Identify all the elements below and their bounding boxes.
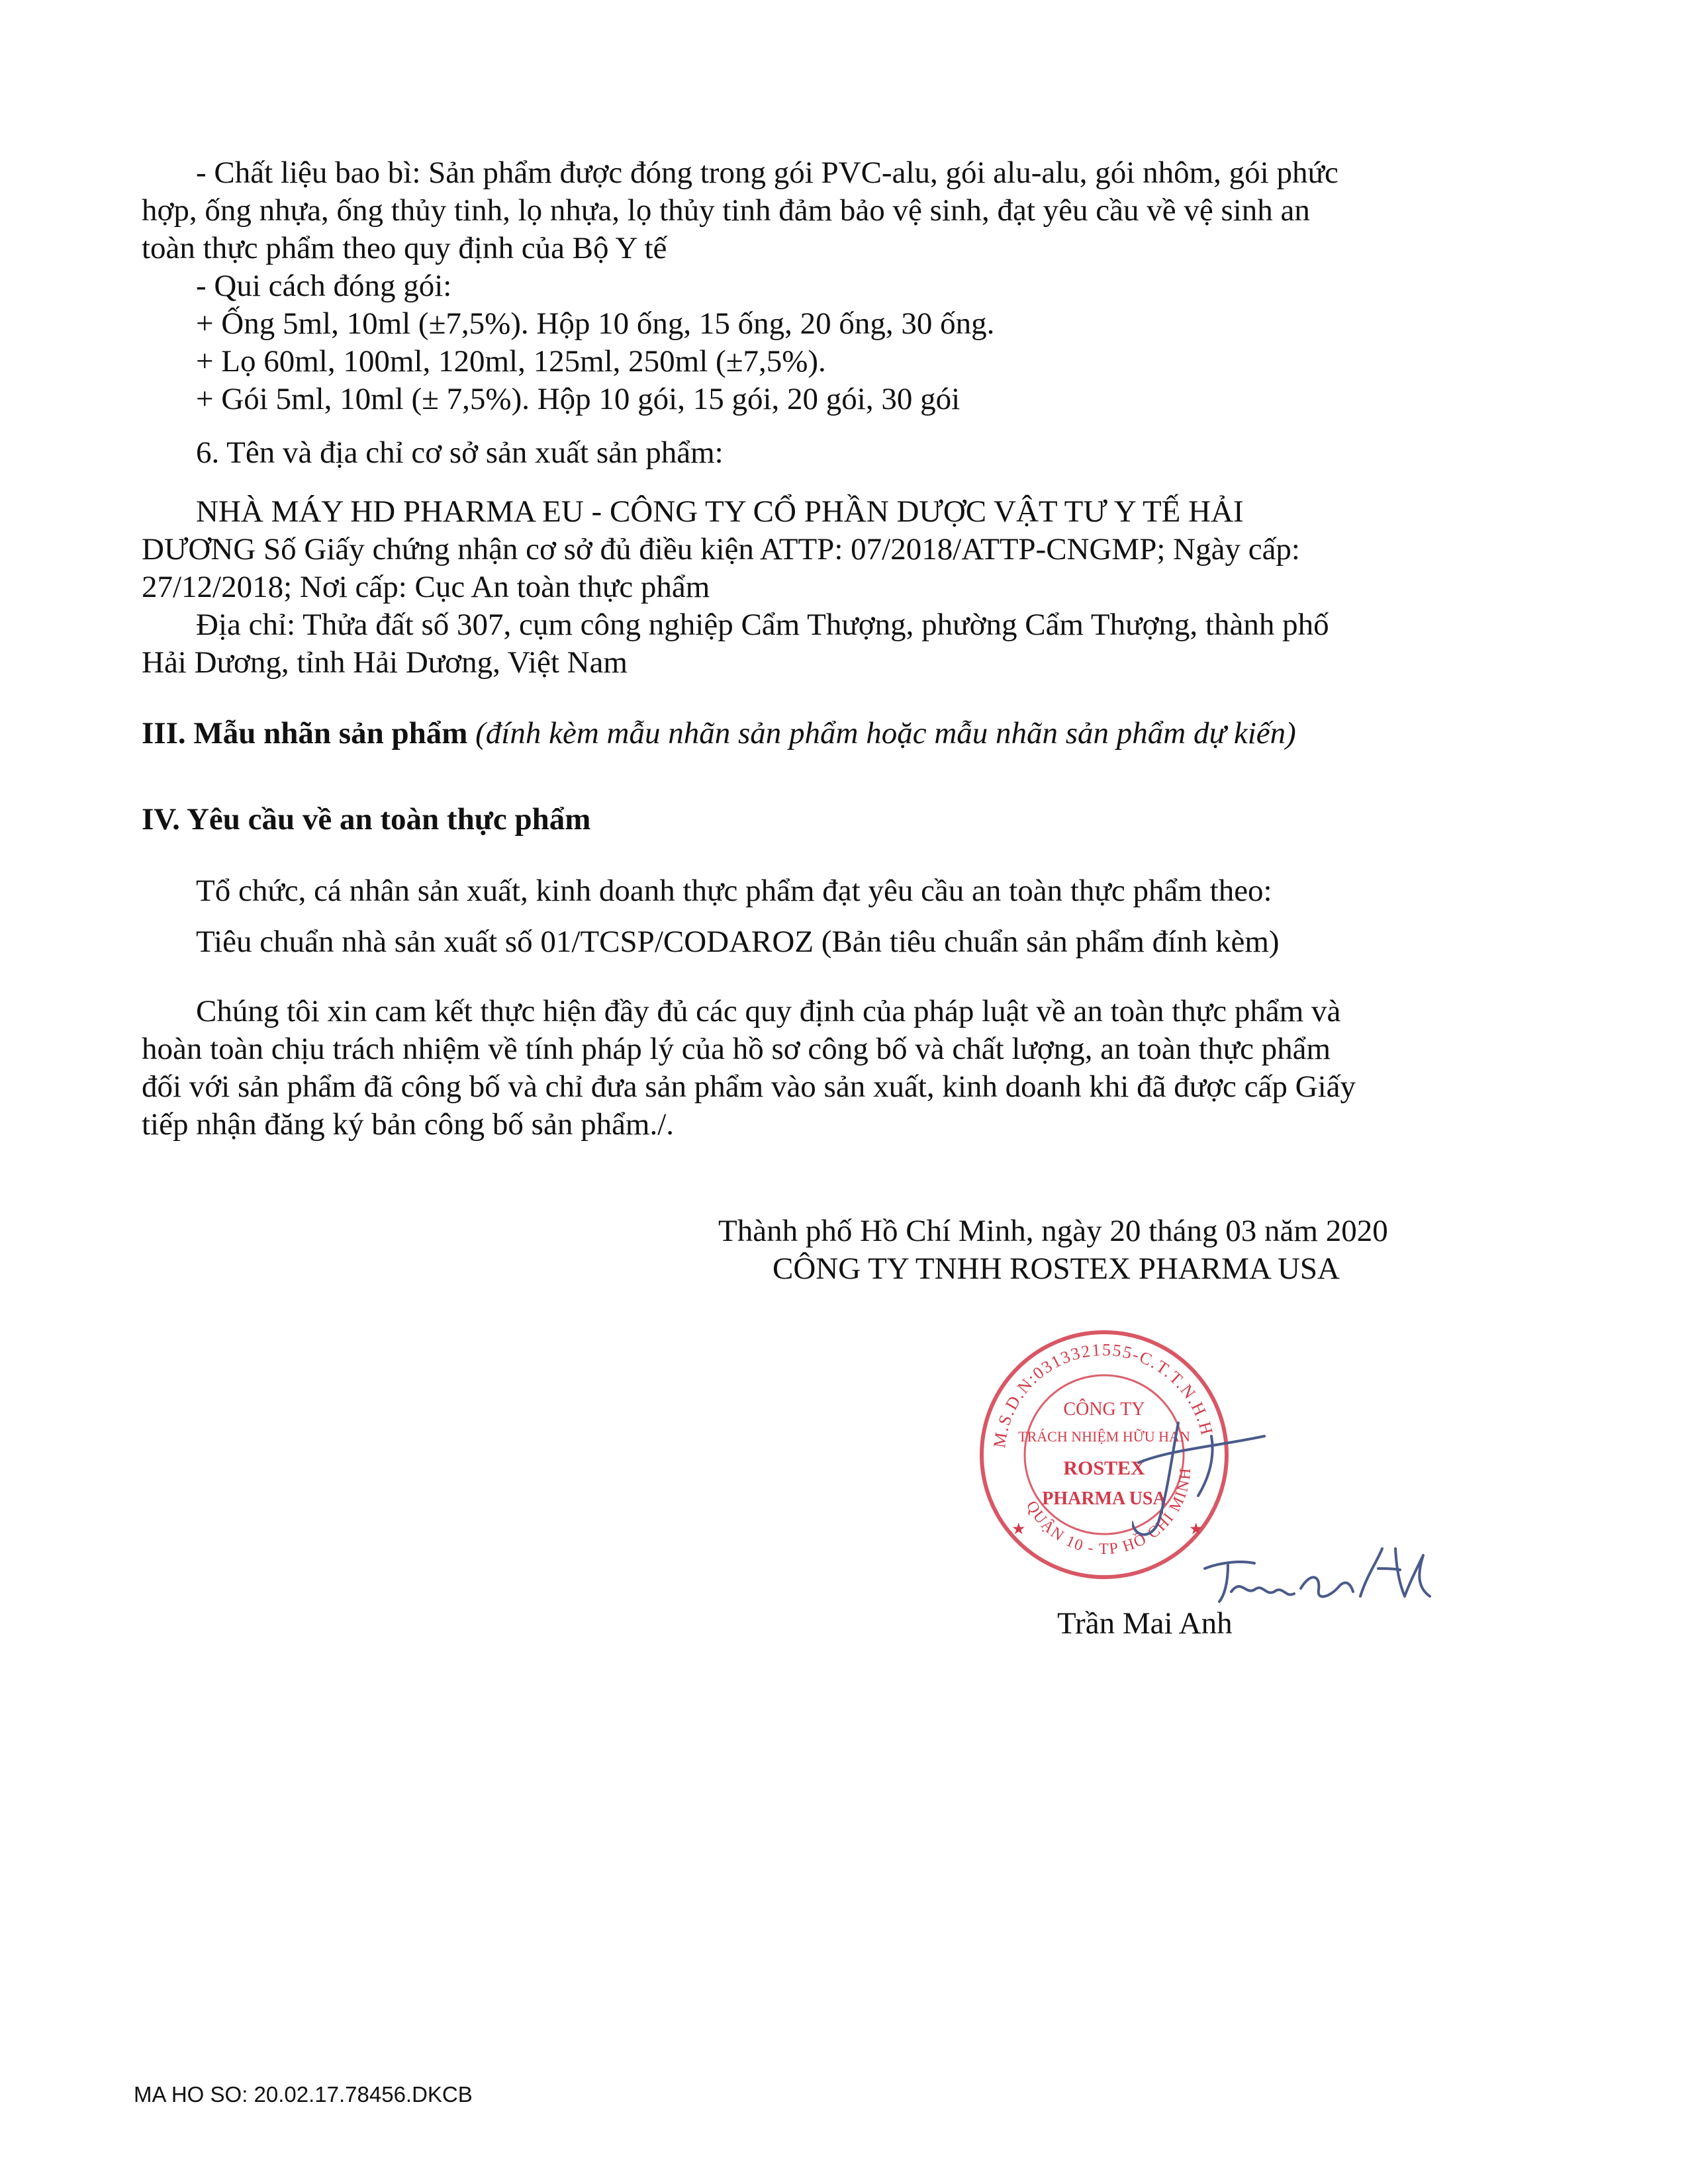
stamp-bottom-text: QUẬN 10 - TP HỒ CHÍ MINH	[1022, 1466, 1195, 1559]
signature-name-stroke	[1205, 1562, 1254, 1569]
packaging-spec-item: + Gói 5ml, 10ml (± 7,5%). Hộp 10 gói, 15 gói, 20 gói, 30 gói	[196, 382, 961, 416]
signoff-company: CÔNG TY TNHH ROSTEX PHARMA USA	[773, 1251, 1340, 1286]
packaging-material-line-2: hợp, ống nhựa, ống thủy tinh, lọ nhựa, lọ thủy tinh đảm bảo vệ sinh, đạt yêu cầu về vệ sinh an	[142, 193, 1310, 228]
manufacturer-line: 27/12/2018; Nơi cấp: Cục An toàn thực phẩm	[142, 570, 710, 604]
signature-loop-stroke	[1132, 1423, 1178, 1535]
packaging-spec-label: - Qui cách đóng gói:	[196, 269, 452, 303]
signature-name-stroke	[1360, 1549, 1400, 1596]
section-3-heading	[142, 715, 1296, 752]
stamp-line-2: TRÁCH NHIỆM HỮU HẠN	[1018, 1428, 1190, 1445]
signature-top-stroke	[1139, 1436, 1264, 1463]
commitment-line: hoàn toàn chịu trách nhiệm về tính pháp lý của hồ sơ công bố và chất lượng, an toàn thực phẩm	[142, 1032, 1331, 1066]
signature-name-stroke	[1395, 1549, 1430, 1596]
stamp-line-3: ROSTEX	[1063, 1457, 1145, 1479]
stamp-outer-text: M.S.D.N:0313321555-C.T.T.N.H.H	[990, 1340, 1217, 1449]
signature-name-stroke	[1219, 1565, 1294, 1602]
packaging-material-line-3: toàn thực phẩm theo quy định của Bộ Y tế	[142, 231, 667, 265]
signer-name: Trần Mai Anh	[1057, 1606, 1233, 1641]
document-file-code: MA HO SO: 20.02.17.78456.DKCB	[134, 2082, 473, 2107]
signoff-place-date: Thành phố Hồ Chí Minh, ngày 20 tháng 03 năm 2020	[718, 1214, 1388, 1248]
commitment-line: đối với sản phẩm đã công bố và chỉ đưa sản phẩm vào sản xuất, kinh doanh khi đã được cấp Giấy	[142, 1069, 1356, 1104]
section-4-line-1: Tổ chức, cá nhân sản xuất, kinh doanh thực phẩm đạt yêu cầu an toàn thực phẩm theo:	[196, 874, 1272, 908]
section-4-title: IV. Yêu cầu về an toàn thực phẩm	[142, 802, 591, 837]
signature-name-stroke	[1301, 1577, 1353, 1596]
handwritten-signature	[1132, 1350, 1436, 1628]
stamp-line-1: CÔNG TY	[1063, 1399, 1145, 1420]
packaging-spec-item: + Lọ 60ml, 100ml, 120ml, 125ml, 250ml (±7,5%).	[196, 344, 826, 379]
stamp-line-4: PHARMA USA	[1042, 1488, 1166, 1509]
stamp-star-icon: ★	[1011, 1521, 1026, 1538]
packaging-spec-item: + Ống 5ml, 10ml (±7,5%). Hộp 10 ống, 15 ống, 20 ống, 30 ống.	[196, 306, 995, 341]
section-3-note: (đính kèm mẫu nhãn sản phẩm hoặc mẫu nhãn sản phẩm dự kiến)	[475, 716, 1296, 751]
manufacturer-line: DƯƠNG Số Giấy chứng nhận cơ sở đủ điều kiện ATTP: 07/2018/ATTP-CNGMP; Ngày cấp:	[142, 532, 1300, 567]
commitment-line: tiếp nhận đăng ký bản công bố sản phẩm./.	[142, 1107, 675, 1142]
manufacturer-section-title: 6. Tên và địa chỉ cơ sở sản xuất sản phẩm:	[196, 435, 724, 470]
manufacturer-line: Hải Dương, tỉnh Hải Dương, Việt Nam	[142, 645, 628, 680]
manufacturer-line: Địa chỉ: Thửa đất số 307, cụm công nghiệp Cẩm Thượng, phường Cẩm Thượng, thành phố	[196, 608, 1329, 642]
section-3-title: III. Mẫu nhãn sản phẩm	[142, 716, 468, 751]
section-4-line-2: Tiêu chuẩn nhà sản xuất số 01/TCSP/CODAROZ (Bản tiêu chuẩn sản phẩm đính kèm)	[196, 925, 1280, 959]
stamp-star-icon: ★	[1189, 1521, 1203, 1538]
packaging-material-line-1: - Chất liệu bao bì: Sản phẩm được đóng trong gói PVC-alu, gói alu-alu, gói nhôm, gói phức	[196, 156, 1338, 190]
manufacturer-line: NHÀ MÁY HD PHARMA EU - CÔNG TY CỔ PHẦN DƯỢC VẬT TƯ Y TẾ HẢI	[196, 494, 1244, 529]
commitment-line: Chúng tôi xin cam kết thực hiện đầy đủ các quy định của pháp luật về an toàn thực phẩm và	[196, 994, 1341, 1028]
